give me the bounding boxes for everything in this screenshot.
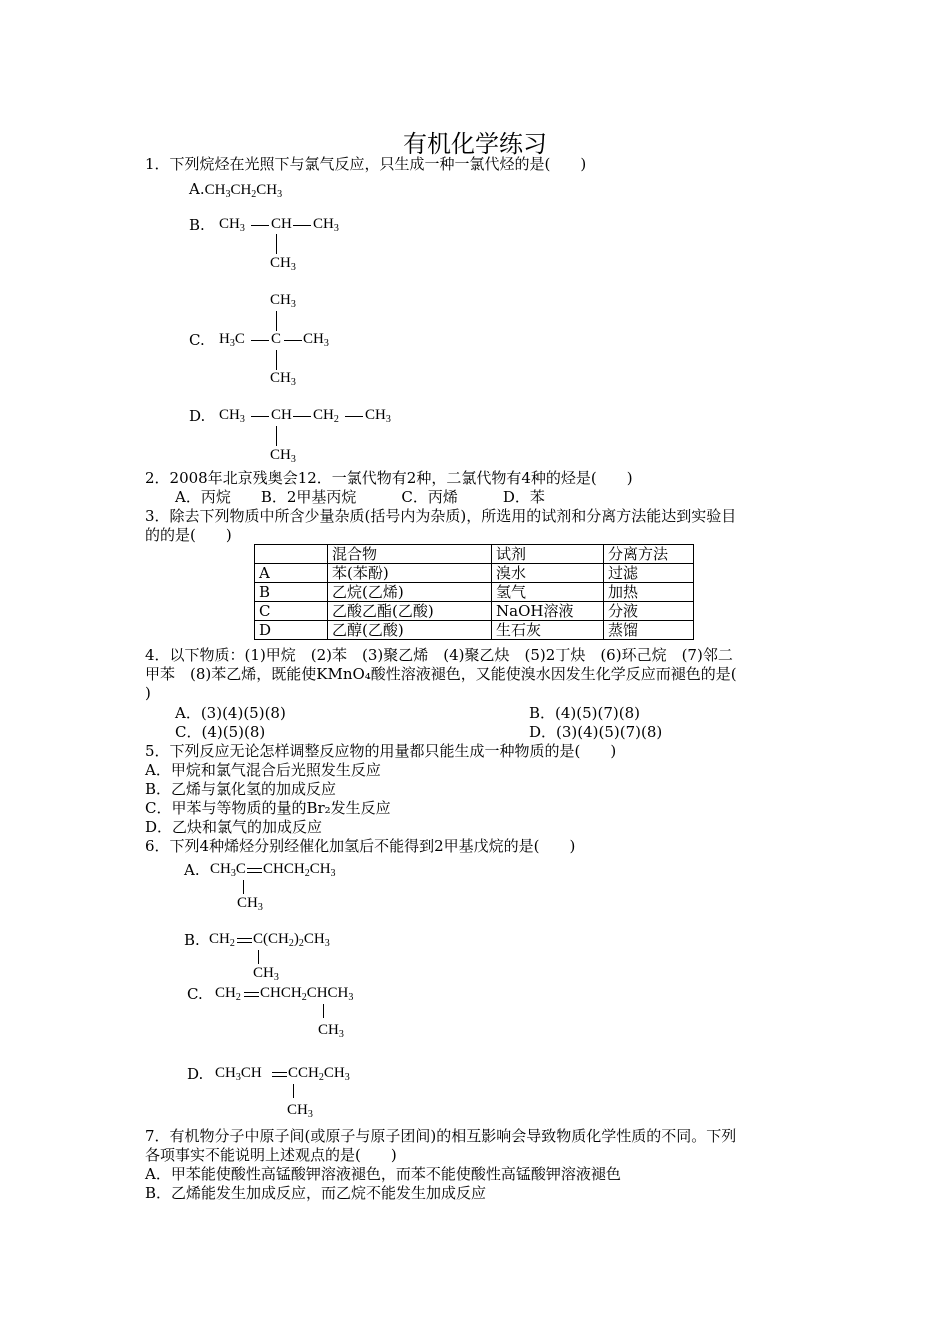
q4-line2: 甲苯 (8)苯乙烯，既能使KMnO₄酸性溶液褪色，又能使溴水因发生化学反应而褪色的是( <box>145 665 737 683</box>
q1-d-bond <box>293 416 311 417</box>
q1-b-branch: $CH_3$ <box>270 255 296 273</box>
q5-stem: 5．下列反应无论怎样调整反应物的用量都只能生成一种物质的是( ) <box>145 742 617 760</box>
q1-d-chain: $CH_2$ <box>313 407 339 425</box>
q5-option-d: D．乙炔和氯气的加成反应 <box>145 818 323 836</box>
q1-c-bond <box>251 340 269 341</box>
table-cell: 过滤 <box>604 564 694 583</box>
q4-option-d: D．(3)(4)(5)(7)(8) <box>529 723 663 741</box>
q6-c-bond <box>323 1004 324 1018</box>
q5-option-c: C．甲苯与等物质的量的Br₂发生反应 <box>145 799 391 817</box>
q1-c-branch: $CH_3$ <box>270 292 296 310</box>
q6-d-double-bond <box>272 1072 287 1077</box>
q6-a-formula: $CH_3C$ <box>210 861 246 879</box>
q1-d-chain: $CH_3$ <box>219 407 245 425</box>
q2-options: A．丙烷 B．2甲基丙烷 C．丙烯 D．苯 <box>175 488 545 506</box>
q1-b-bond <box>251 225 269 226</box>
q6-c-branch: $CH_3$ <box>318 1022 344 1040</box>
table-cell: 生石灰 <box>492 621 604 640</box>
q6-d-formula: $CCH_2CH_3$ <box>288 1065 350 1083</box>
q1-option-b-label: B. <box>189 216 205 234</box>
q6-a-double-bond <box>247 868 262 873</box>
table-cell: 分液 <box>604 602 694 621</box>
q7-line2: 各项事实不能说明上述观点的是( ) <box>145 1146 397 1164</box>
table-cell: D <box>255 621 328 640</box>
q6-c-double-bond <box>244 992 259 997</box>
table-cell: NaOH溶液 <box>492 602 604 621</box>
q1-c-bond <box>284 340 302 341</box>
table-cell: B <box>255 583 328 602</box>
table-cell: 蒸馏 <box>604 621 694 640</box>
table-cell: 溴水 <box>492 564 604 583</box>
table-header-cell <box>255 545 328 564</box>
q1-b-chain: $CH_3$ <box>219 216 245 234</box>
q1-option-c-label: C. <box>189 331 205 349</box>
q3-stem-line1: 3．除去下列物质中所含少量杂质(括号内为杂质)，所选用的试剂和分离方法能达到实验目 <box>145 507 737 525</box>
table-cell: 乙醇(乙酸) <box>328 621 492 640</box>
table-cell: C <box>255 602 328 621</box>
q3-table <box>254 544 694 640</box>
q6-option-a-label: A. <box>184 861 200 879</box>
q4-line3: ) <box>145 684 151 702</box>
table-header-cell: 分离方法 <box>604 545 694 564</box>
q1-d-bond <box>251 416 269 417</box>
table-cell: 氢气 <box>492 583 604 602</box>
q4-line1: 4．以下物质：(1)甲烷 (2)苯 (3)聚乙烯 (4)聚乙炔 (5)2丁炔 (6)环己烷 (7)邻二 <box>145 646 733 664</box>
q6-c-formula: $CHCH_2CHCH_3$ <box>260 985 354 1003</box>
page-title: 有机化学练习 <box>403 130 547 158</box>
q6-c-formula: $CH_2$ <box>215 985 241 1003</box>
q6-b-double-bond <box>237 938 252 943</box>
q6-option-d-label: D. <box>187 1065 204 1083</box>
q6-a-formula: $CHCH_2CH_3$ <box>263 861 336 879</box>
table-cell: 加热 <box>604 583 694 602</box>
q7-line1: 7．有机物分子中原子间(或原子与原子团间)的相互影响会导致物质化学性质的不同。下列 <box>145 1127 737 1145</box>
q1-d-bond <box>345 416 363 417</box>
q1-option-a: $A.CH_3CH_2CH_3$ <box>189 180 283 200</box>
q1-c-chain: C <box>271 331 282 347</box>
q6-option-c-label: C. <box>187 985 203 1003</box>
q1-d-chain: CH <box>271 407 292 423</box>
q1-c-branch: $CH_3$ <box>270 370 296 388</box>
q6-a-branch: $CH_3$ <box>237 895 263 913</box>
q1-a-formula: $CH_3CH_2CH_3$ <box>204 182 283 200</box>
q2-stem: 2．2008年北京残奥会12．一氯代物有2种，二氯代物有4种的烃是( ) <box>145 469 633 487</box>
q1-d-chain: $CH_3$ <box>365 407 391 425</box>
q6-a-bond <box>243 880 244 894</box>
q6-d-bond <box>293 1084 294 1098</box>
q1-c-bond <box>276 350 277 370</box>
q4-option-a: A．(3)(4)(5)(8) <box>175 704 286 722</box>
q1-c-chain: $CH_3$ <box>303 331 329 349</box>
q5-option-b: B．乙烯与氯化氢的加成反应 <box>145 780 337 798</box>
q3-stem-line2: 的的是( ) <box>145 526 232 544</box>
q6-d-branch: $CH_3$ <box>287 1102 313 1120</box>
q6-stem: 6．下列4种烯烃分别经催化加氢后不能得到2甲基戊烷的是( ) <box>145 837 576 855</box>
q1-d-bond <box>276 426 277 446</box>
q1-b-bond <box>293 225 311 226</box>
q6-option-b-label: B. <box>184 931 200 949</box>
q1-stem: 1．下列烷烃在光照下与氯气反应，只生成一种一氯代烃的是( ) <box>145 155 587 173</box>
q6-b-bond <box>258 950 259 964</box>
table-cell: 乙烷(乙烯) <box>328 583 492 602</box>
table-header-row <box>255 545 694 564</box>
q1-b-chain: $CH_3$ <box>313 216 339 234</box>
q6-b-branch: $CH_3$ <box>253 965 279 983</box>
q6-b-formula: $C(CH_2)_2CH_3$ <box>253 931 330 949</box>
q1-b-bond <box>276 234 277 254</box>
q1-d-branch: $CH_3$ <box>270 447 296 465</box>
q4-option-b: B．(4)(5)(7)(8) <box>529 704 641 722</box>
q6-b-formula: $CH_2$ <box>209 931 235 949</box>
q1-c-bond <box>276 311 277 331</box>
table-header-cell: 试剂 <box>492 545 604 564</box>
q1-b-chain: CH <box>271 216 292 232</box>
q7-option-a: A．甲苯能使酸性高锰酸钾溶液褪色，而苯不能使酸性高锰酸钾溶液褪色 <box>145 1165 621 1183</box>
table-row <box>255 621 694 640</box>
table-row <box>255 602 694 621</box>
q5-option-a: A．甲烷和氯气混合后光照发生反应 <box>145 761 381 779</box>
q1-c-chain: $H_3C$ <box>219 331 245 349</box>
table-header-cell: 混合物 <box>328 545 492 564</box>
table-cell: 苯(苯酚) <box>328 564 492 583</box>
q7-option-b: B．乙烯能发生加成反应，而乙烷不能发生加成反应 <box>145 1184 487 1202</box>
table-cell: A <box>255 564 328 583</box>
q4-option-c: C．(4)(5)(8) <box>175 723 266 741</box>
table-cell: 乙酸乙酯(乙酸) <box>328 602 492 621</box>
table-row <box>255 564 694 583</box>
table-row <box>255 583 694 602</box>
q1-option-d-label: D. <box>189 407 206 425</box>
q6-d-formula: $CH_3CH$ <box>215 1065 262 1083</box>
